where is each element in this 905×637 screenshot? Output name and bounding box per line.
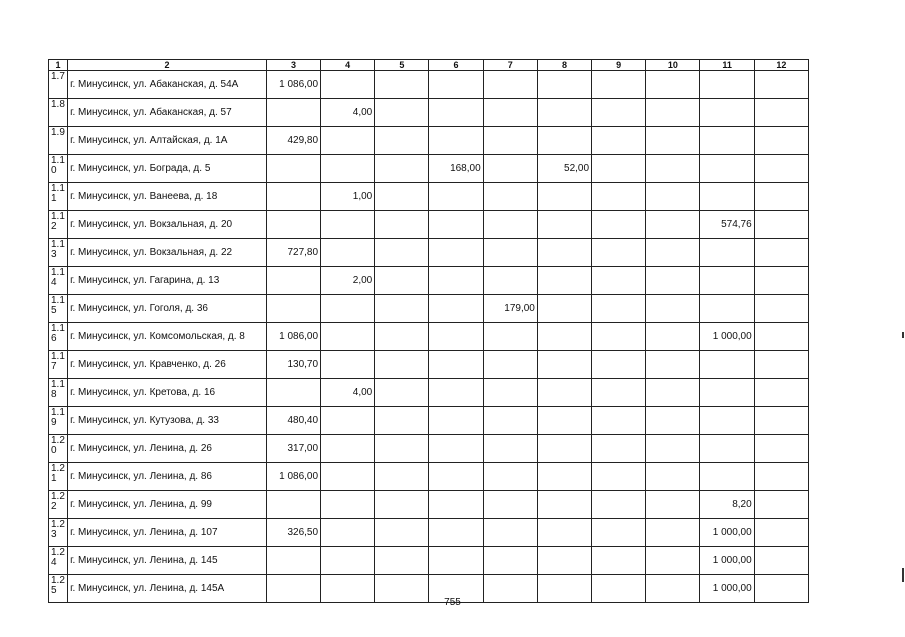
value-cell-col-7 (483, 351, 537, 379)
value-cell-col-4 (321, 407, 375, 435)
column-header-3: 3 (266, 60, 320, 71)
column-header-2: 2 (68, 60, 267, 71)
row-number-cell: 1.25 (49, 575, 68, 603)
value-cell-col-5 (375, 239, 429, 267)
value-cell-col-6 (429, 379, 483, 407)
value-cell-col-7 (483, 547, 537, 575)
value-cell-col-9 (592, 183, 646, 211)
row-number-cell: 1.8 (49, 99, 68, 127)
value-cell-col-5 (375, 71, 429, 99)
address-cell: г. Минусинск, ул. Гагарина, д. 13 (68, 267, 267, 295)
address-cell: г. Минусинск, ул. Ленина, д. 86 (68, 463, 267, 491)
value-cell-col-3 (266, 491, 320, 519)
value-cell-col-10 (646, 491, 700, 519)
value-cell-col-12 (754, 547, 808, 575)
address-cell: г. Минусинск, ул. Вокзальная, д. 22 (68, 239, 267, 267)
address-cell: г. Минусинск, ул. Ленина, д. 107 (68, 519, 267, 547)
value-cell-col-5 (375, 267, 429, 295)
table-row (49, 295, 809, 323)
value-cell-col-12 (754, 323, 808, 351)
value-cell-col-6 (429, 323, 483, 351)
value-cell-col-4 (321, 295, 375, 323)
value-cell-col-9 (592, 351, 646, 379)
value-cell-col-6 (429, 547, 483, 575)
page-number: 755 (444, 597, 461, 608)
value-cell-col-11 (700, 99, 754, 127)
value-cell-col-12 (754, 351, 808, 379)
value-cell-col-8 (537, 183, 591, 211)
address-cell: г. Минусинск, ул. Ленина, д. 99 (68, 491, 267, 519)
value-cell-col-10 (646, 379, 700, 407)
value-cell-col-5 (375, 155, 429, 183)
value-cell-col-12 (754, 211, 808, 239)
value-cell-col-7 (483, 71, 537, 99)
value-cell-col-3 (266, 547, 320, 575)
row-number-cell: 1.15 (49, 295, 68, 323)
value-cell-col-3: 727,80 (266, 239, 320, 267)
value-cell-col-10 (646, 351, 700, 379)
value-cell-col-3: 429,80 (266, 127, 320, 155)
value-cell-col-7 (483, 435, 537, 463)
table-row (49, 463, 809, 491)
table-row (49, 155, 809, 183)
table-row (49, 183, 809, 211)
value-cell-col-5 (375, 463, 429, 491)
value-cell-col-10 (646, 211, 700, 239)
value-cell-col-10 (646, 519, 700, 547)
value-cell-col-6 (429, 239, 483, 267)
value-cell-col-10 (646, 71, 700, 99)
value-cell-col-10 (646, 267, 700, 295)
row-number-cell: 1.10 (49, 155, 68, 183)
value-cell-col-10 (646, 183, 700, 211)
value-cell-col-9 (592, 295, 646, 323)
value-cell-col-5 (375, 323, 429, 351)
value-cell-col-6 (429, 71, 483, 99)
value-cell-col-4 (321, 211, 375, 239)
row-number-cell: 1.14 (49, 267, 68, 295)
value-cell-col-5 (375, 99, 429, 127)
address-cell: г. Минусинск, ул. Абаканская, д. 54А (68, 71, 267, 99)
table-row (49, 239, 809, 267)
value-cell-col-4: 4,00 (321, 379, 375, 407)
table-row (49, 491, 809, 519)
value-cell-col-4 (321, 127, 375, 155)
value-cell-col-11: 1 000,00 (700, 575, 754, 603)
value-cell-col-6 (429, 491, 483, 519)
value-cell-col-4 (321, 519, 375, 547)
address-cell: г. Минусинск, ул. Вокзальная, д. 20 (68, 211, 267, 239)
column-header-7: 7 (483, 60, 537, 71)
value-cell-col-8 (537, 491, 591, 519)
value-cell-col-8 (537, 267, 591, 295)
value-cell-col-3 (266, 155, 320, 183)
value-cell-col-9 (592, 407, 646, 435)
address-cell: г. Минусинск, ул. Ленина, д. 145 (68, 547, 267, 575)
value-cell-col-10 (646, 99, 700, 127)
value-cell-col-5 (375, 127, 429, 155)
value-cell-col-11: 1 000,00 (700, 323, 754, 351)
row-number-cell: 1.24 (49, 547, 68, 575)
value-cell-col-6 (429, 99, 483, 127)
value-cell-col-7 (483, 407, 537, 435)
value-cell-col-11: 574,76 (700, 211, 754, 239)
value-cell-col-4 (321, 435, 375, 463)
value-cell-col-8 (537, 127, 591, 155)
value-cell-col-11 (700, 435, 754, 463)
value-cell-col-9 (592, 547, 646, 575)
value-cell-col-4 (321, 239, 375, 267)
value-cell-col-6 (429, 267, 483, 295)
value-cell-col-8 (537, 295, 591, 323)
value-cell-col-10 (646, 155, 700, 183)
value-cell-col-10 (646, 127, 700, 155)
table-row (49, 99, 809, 127)
scan-edge-mark (902, 332, 904, 338)
value-cell-col-8 (537, 71, 591, 99)
address-cell: г. Минусинск, ул. Абаканская, д. 57 (68, 99, 267, 127)
row-number-cell: 1.16 (49, 323, 68, 351)
value-cell-col-4 (321, 463, 375, 491)
value-cell-col-3 (266, 183, 320, 211)
value-cell-col-11 (700, 267, 754, 295)
value-cell-col-8: 52,00 (537, 155, 591, 183)
value-cell-col-12 (754, 295, 808, 323)
value-cell-col-7 (483, 239, 537, 267)
value-cell-col-3 (266, 295, 320, 323)
value-cell-col-12 (754, 127, 808, 155)
value-cell-col-8 (537, 547, 591, 575)
value-cell-col-9 (592, 127, 646, 155)
value-cell-col-9 (592, 491, 646, 519)
value-cell-col-9 (592, 155, 646, 183)
data-table (48, 59, 809, 603)
row-number-cell: 1.23 (49, 519, 68, 547)
value-cell-col-8 (537, 211, 591, 239)
value-cell-col-11 (700, 295, 754, 323)
value-cell-col-11 (700, 379, 754, 407)
value-cell-col-11: 1 000,00 (700, 547, 754, 575)
column-header-6: 6 (429, 60, 483, 71)
value-cell-col-10 (646, 295, 700, 323)
value-cell-col-10 (646, 407, 700, 435)
table-row (49, 211, 809, 239)
value-cell-col-6 (429, 211, 483, 239)
value-cell-col-8 (537, 463, 591, 491)
value-cell-col-4 (321, 491, 375, 519)
value-cell-col-3 (266, 211, 320, 239)
value-cell-col-9 (592, 463, 646, 491)
row-number-cell: 1.9 (49, 127, 68, 155)
row-number-cell: 1.18 (49, 379, 68, 407)
value-cell-col-4 (321, 71, 375, 99)
value-cell-col-7 (483, 491, 537, 519)
value-cell-col-6 (429, 407, 483, 435)
value-cell-col-3: 1 086,00 (266, 71, 320, 99)
value-cell-col-7 (483, 323, 537, 351)
value-cell-col-3 (266, 267, 320, 295)
value-cell-col-8 (537, 435, 591, 463)
value-cell-col-12 (754, 71, 808, 99)
column-header-9: 9 (592, 60, 646, 71)
value-cell-col-8 (537, 519, 591, 547)
value-cell-col-6 (429, 295, 483, 323)
value-cell-col-7 (483, 99, 537, 127)
value-cell-col-11 (700, 351, 754, 379)
value-cell-col-11 (700, 239, 754, 267)
value-cell-col-3: 1 086,00 (266, 323, 320, 351)
value-cell-col-8 (537, 239, 591, 267)
value-cell-col-7 (483, 211, 537, 239)
value-cell-col-7 (483, 267, 537, 295)
value-cell-col-12 (754, 99, 808, 127)
value-cell-col-12 (754, 183, 808, 211)
value-cell-col-11 (700, 127, 754, 155)
value-cell-col-12 (754, 435, 808, 463)
table-row (49, 351, 809, 379)
address-cell: г. Минусинск, ул. Ленина, д. 26 (68, 435, 267, 463)
value-cell-col-11: 1 000,00 (700, 519, 754, 547)
table-row (49, 435, 809, 463)
value-cell-col-12 (754, 379, 808, 407)
value-cell-col-6 (429, 435, 483, 463)
row-number-cell: 1.20 (49, 435, 68, 463)
column-header-10: 10 (646, 60, 700, 71)
value-cell-col-3: 317,00 (266, 435, 320, 463)
value-cell-col-3 (266, 379, 320, 407)
address-cell: г. Минусинск, ул. Комсомольская, д. 8 (68, 323, 267, 351)
value-cell-col-9 (592, 239, 646, 267)
column-header-4: 4 (321, 60, 375, 71)
value-cell-col-5 (375, 211, 429, 239)
value-cell-col-6 (429, 463, 483, 491)
column-header-11: 11 (700, 60, 754, 71)
row-number-cell: 1.11 (49, 183, 68, 211)
table-header-row (49, 60, 809, 71)
row-number-cell: 1.7 (49, 71, 68, 99)
value-cell-col-4 (321, 323, 375, 351)
value-cell-col-11 (700, 463, 754, 491)
row-number-cell: 1.13 (49, 239, 68, 267)
value-cell-col-7: 179,00 (483, 295, 537, 323)
value-cell-col-11 (700, 183, 754, 211)
value-cell-col-5 (375, 519, 429, 547)
table-row (49, 323, 809, 351)
address-cell: г. Минусинск, ул. Кутузова, д. 33 (68, 407, 267, 435)
value-cell-col-5 (375, 547, 429, 575)
address-cell: г. Минусинск, ул. Ванеева, д. 18 (68, 183, 267, 211)
row-number-cell: 1.19 (49, 407, 68, 435)
address-cell: г. Минусинск, ул. Ленина, д. 145А (68, 575, 267, 603)
value-cell-col-3: 326,50 (266, 519, 320, 547)
value-cell-col-7 (483, 183, 537, 211)
value-cell-col-9 (592, 267, 646, 295)
value-cell-col-4 (321, 547, 375, 575)
value-cell-col-5 (375, 435, 429, 463)
row-number-cell: 1.22 (49, 491, 68, 519)
value-cell-col-12 (754, 407, 808, 435)
value-cell-col-4 (321, 351, 375, 379)
value-cell-col-9 (592, 71, 646, 99)
value-cell-col-7 (483, 519, 537, 547)
table-body (49, 71, 809, 603)
value-cell-col-4 (321, 155, 375, 183)
address-cell: г. Минусинск, ул. Гоголя, д. 36 (68, 295, 267, 323)
value-cell-col-9 (592, 435, 646, 463)
value-cell-col-7 (483, 127, 537, 155)
value-cell-col-10 (646, 323, 700, 351)
value-cell-col-12 (754, 155, 808, 183)
address-cell: г. Минусинск, ул. Алтайская, д. 1А (68, 127, 267, 155)
address-cell: г. Минусинск, ул. Кравченко, д. 26 (68, 351, 267, 379)
value-cell-col-10 (646, 463, 700, 491)
value-cell-col-5 (375, 351, 429, 379)
value-cell-col-3: 480,40 (266, 407, 320, 435)
row-number-cell: 1.12 (49, 211, 68, 239)
table-row (49, 407, 809, 435)
value-cell-col-5 (375, 183, 429, 211)
value-cell-col-3: 130,70 (266, 351, 320, 379)
value-cell-col-12 (754, 267, 808, 295)
value-cell-col-9 (592, 379, 646, 407)
value-cell-col-9 (592, 211, 646, 239)
value-cell-col-8 (537, 379, 591, 407)
value-cell-col-5 (375, 407, 429, 435)
table-row (49, 547, 809, 575)
value-cell-col-11 (700, 71, 754, 99)
value-cell-col-10 (646, 435, 700, 463)
value-cell-col-12 (754, 463, 808, 491)
value-cell-col-8 (537, 99, 591, 127)
value-cell-col-3: 1 086,00 (266, 463, 320, 491)
value-cell-col-9 (592, 99, 646, 127)
column-header-5: 5 (375, 60, 429, 71)
value-cell-col-6: 168,00 (429, 155, 483, 183)
value-cell-col-9 (592, 519, 646, 547)
value-cell-col-12 (754, 519, 808, 547)
table-row (49, 379, 809, 407)
value-cell-col-4: 2,00 (321, 267, 375, 295)
address-cell: г. Минусинск, ул. Бограда, д. 5 (68, 155, 267, 183)
column-header-8: 8 (537, 60, 591, 71)
column-header-1: 1 (49, 60, 68, 71)
value-cell-col-5 (375, 491, 429, 519)
value-cell-col-9 (592, 323, 646, 351)
value-cell-col-6 (429, 183, 483, 211)
value-cell-col-4: 1,00 (321, 183, 375, 211)
value-cell-col-8 (537, 407, 591, 435)
value-cell-col-8 (537, 323, 591, 351)
value-cell-col-11: 8,20 (700, 491, 754, 519)
table-row (49, 127, 809, 155)
value-cell-col-11 (700, 407, 754, 435)
table-row (49, 71, 809, 99)
value-cell-col-12 (754, 491, 808, 519)
value-cell-col-12 (754, 239, 808, 267)
table-row (49, 267, 809, 295)
value-cell-col-4: 4,00 (321, 99, 375, 127)
table-row (49, 519, 809, 547)
value-cell-col-5 (375, 379, 429, 407)
value-cell-col-8 (537, 351, 591, 379)
value-cell-col-7 (483, 463, 537, 491)
value-cell-col-10 (646, 547, 700, 575)
row-number-cell: 1.21 (49, 463, 68, 491)
value-cell-col-3 (266, 99, 320, 127)
value-cell-col-10 (646, 239, 700, 267)
column-header-12: 12 (754, 60, 808, 71)
value-cell-col-6 (429, 351, 483, 379)
value-cell-col-7 (483, 379, 537, 407)
address-cell: г. Минусинск, ул. Кретова, д. 16 (68, 379, 267, 407)
value-cell-col-6 (429, 127, 483, 155)
value-cell-col-5 (375, 295, 429, 323)
row-number-cell: 1.17 (49, 351, 68, 379)
value-cell-col-6 (429, 519, 483, 547)
value-cell-col-11 (700, 155, 754, 183)
scan-edge-mark (902, 568, 904, 582)
value-cell-col-7 (483, 155, 537, 183)
